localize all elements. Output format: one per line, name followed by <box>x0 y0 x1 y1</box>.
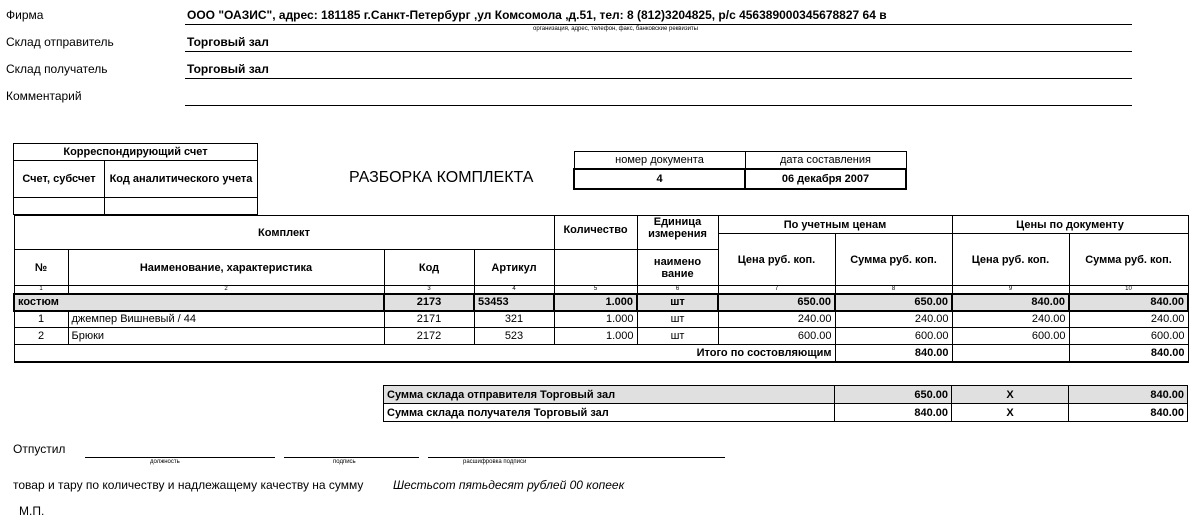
corr-account-table <box>13 143 258 215</box>
row-sum: 600.00 <box>835 328 952 345</box>
doc-info-table <box>573 151 907 190</box>
total-label: Итого по состовляющим <box>14 345 835 362</box>
doc-number-value: 4 <box>574 169 745 189</box>
summary-receiver-label: Сумма склада получателя Торговый зал <box>384 404 835 422</box>
sum-in-words: Шестьсот пятьдесят рублей 00 копеек <box>393 478 625 492</box>
row-article: 321 <box>474 311 554 328</box>
doc-number-label: номер документа <box>574 152 745 169</box>
row-unit: шт <box>637 311 718 328</box>
receiver-value: Торговый зал <box>187 62 269 76</box>
sender-value: Торговый зал <box>187 35 269 49</box>
row-qty: 1.000 <box>554 328 637 345</box>
row-no: 2 <box>14 328 68 345</box>
row-code: 2172 <box>384 328 474 345</box>
total-sum: 840.00 <box>835 345 952 362</box>
summary-sender-sum2: 840.00 <box>1069 386 1188 404</box>
summary-receiver-sum2: 840.00 <box>1069 404 1188 422</box>
row-name: джемпер Вишневый / 44 <box>68 311 384 328</box>
corr-analytic-value <box>105 198 258 215</box>
corr-account-value <box>14 198 105 215</box>
firm-value: ООО "ОАЗИС", адрес: 181185 г.Санкт-Петербург ,ул Комсомола ,д.51, тел: 8 (812)3204825, р/с 456389000345678827 64 в <box>187 8 887 22</box>
row-unit: шт <box>637 328 718 345</box>
kit-price2: 840.00 <box>952 294 1069 311</box>
row-price2: 240.00 <box>952 311 1069 328</box>
position-caption: должность <box>150 459 180 465</box>
h-qty: Количество <box>554 216 637 250</box>
h-unit-name: наимено вание <box>637 250 718 286</box>
kit-article: 53453 <box>474 294 554 311</box>
h-name: Наименование, характеристика <box>68 250 384 286</box>
col-num: 2 <box>68 286 384 294</box>
signature-caption: подпись <box>333 459 356 465</box>
h-accounting-prices: По учетным ценам <box>718 216 952 234</box>
row-sum: 240.00 <box>835 311 952 328</box>
firm-label: Фирма <box>6 8 44 22</box>
doc-title: РАЗБОРКА КОМПЛЕКТА <box>349 169 534 186</box>
row-price: 240.00 <box>718 311 835 328</box>
decode-line <box>428 457 725 458</box>
col-num: 8 <box>835 286 952 294</box>
col-num: 9 <box>952 286 1069 294</box>
col-num: 3 <box>384 286 474 294</box>
kit-row <box>14 294 1188 311</box>
kit-name: костюм <box>14 294 384 311</box>
col-num: 7 <box>718 286 835 294</box>
sender-label: Склад отправитель <box>6 35 114 49</box>
main-table <box>13 215 1189 363</box>
summary-receiver-sum: 840.00 <box>835 404 952 422</box>
kit-qty: 1.000 <box>554 294 637 311</box>
position-line <box>85 457 275 458</box>
total-sum2: 840.00 <box>1069 345 1188 362</box>
signature-line <box>284 457 419 458</box>
h-price: Цена руб. коп. <box>718 234 835 286</box>
summary-row-receiver <box>384 404 1188 422</box>
sender-underline <box>185 51 1132 52</box>
receiver-underline <box>185 78 1132 79</box>
table-row <box>14 311 1188 328</box>
h-qty-empty <box>554 250 637 286</box>
firm-caption: организация, адрес, телефон, факс, банковские реквизиты <box>533 26 698 32</box>
summary-sender-sum: 650.00 <box>835 386 952 404</box>
h-sum2: Сумма руб. коп. <box>1069 234 1188 286</box>
stamp-place: М.П. <box>19 504 45 518</box>
decode-caption: расшифровка подписи <box>463 459 527 465</box>
h-article: Артикул <box>474 250 554 286</box>
row-sum2: 240.00 <box>1069 311 1188 328</box>
receiver-label: Склад получатель <box>6 62 108 76</box>
row-article: 523 <box>474 328 554 345</box>
h-code: Код <box>384 250 474 286</box>
summary-table <box>383 385 1188 422</box>
col-num: 6 <box>637 286 718 294</box>
summary-row-sender <box>384 386 1188 404</box>
doc-date-value: 06 декабря 2007 <box>745 169 906 189</box>
summary-receiver-x: X <box>952 404 1069 422</box>
firm-underline <box>185 24 1132 25</box>
row-code: 2171 <box>384 311 474 328</box>
h-unit: Единица измерения <box>637 216 718 250</box>
col-num: 10 <box>1069 286 1188 294</box>
summary-sender-x: X <box>952 386 1069 404</box>
comment-underline <box>185 105 1132 106</box>
kit-code: 2173 <box>384 294 474 311</box>
goods-text: товар и тару по количеству и надлежащему качеству на сумму <box>13 478 364 492</box>
kit-sum2: 840.00 <box>1069 294 1188 311</box>
h-kit: Комплект <box>14 216 554 250</box>
released-label: Отпустил <box>13 442 66 456</box>
col-num: 1 <box>14 286 68 294</box>
row-price2: 600.00 <box>952 328 1069 345</box>
comment-label: Комментарий <box>6 89 82 103</box>
total-empty <box>952 345 1069 362</box>
row-name: Брюки <box>68 328 384 345</box>
total-row <box>14 345 1188 362</box>
h-price2: Цена руб. коп. <box>952 234 1069 286</box>
col-num: 5 <box>554 286 637 294</box>
corr-col-analytic: Код аналитического учета <box>105 161 258 198</box>
row-qty: 1.000 <box>554 311 637 328</box>
col-num: 4 <box>474 286 554 294</box>
h-no: № <box>14 250 68 286</box>
kit-unit: шт <box>637 294 718 311</box>
h-sum: Сумма руб. коп. <box>835 234 952 286</box>
table-row <box>14 328 1188 345</box>
summary-sender-label: Сумма склада отправителя Торговый зал <box>384 386 835 404</box>
h-document-prices: Цены по документу <box>952 216 1188 234</box>
corr-col-account: Счет, субсчет <box>14 161 105 198</box>
row-no: 1 <box>14 311 68 328</box>
doc-date-label: дата составления <box>745 152 906 169</box>
row-sum2: 600.00 <box>1069 328 1188 345</box>
row-price: 600.00 <box>718 328 835 345</box>
column-numbers-row <box>14 286 1188 294</box>
kit-sum: 650.00 <box>835 294 952 311</box>
kit-price: 650.00 <box>718 294 835 311</box>
corr-title: Корреспондирующий счет <box>14 144 258 161</box>
